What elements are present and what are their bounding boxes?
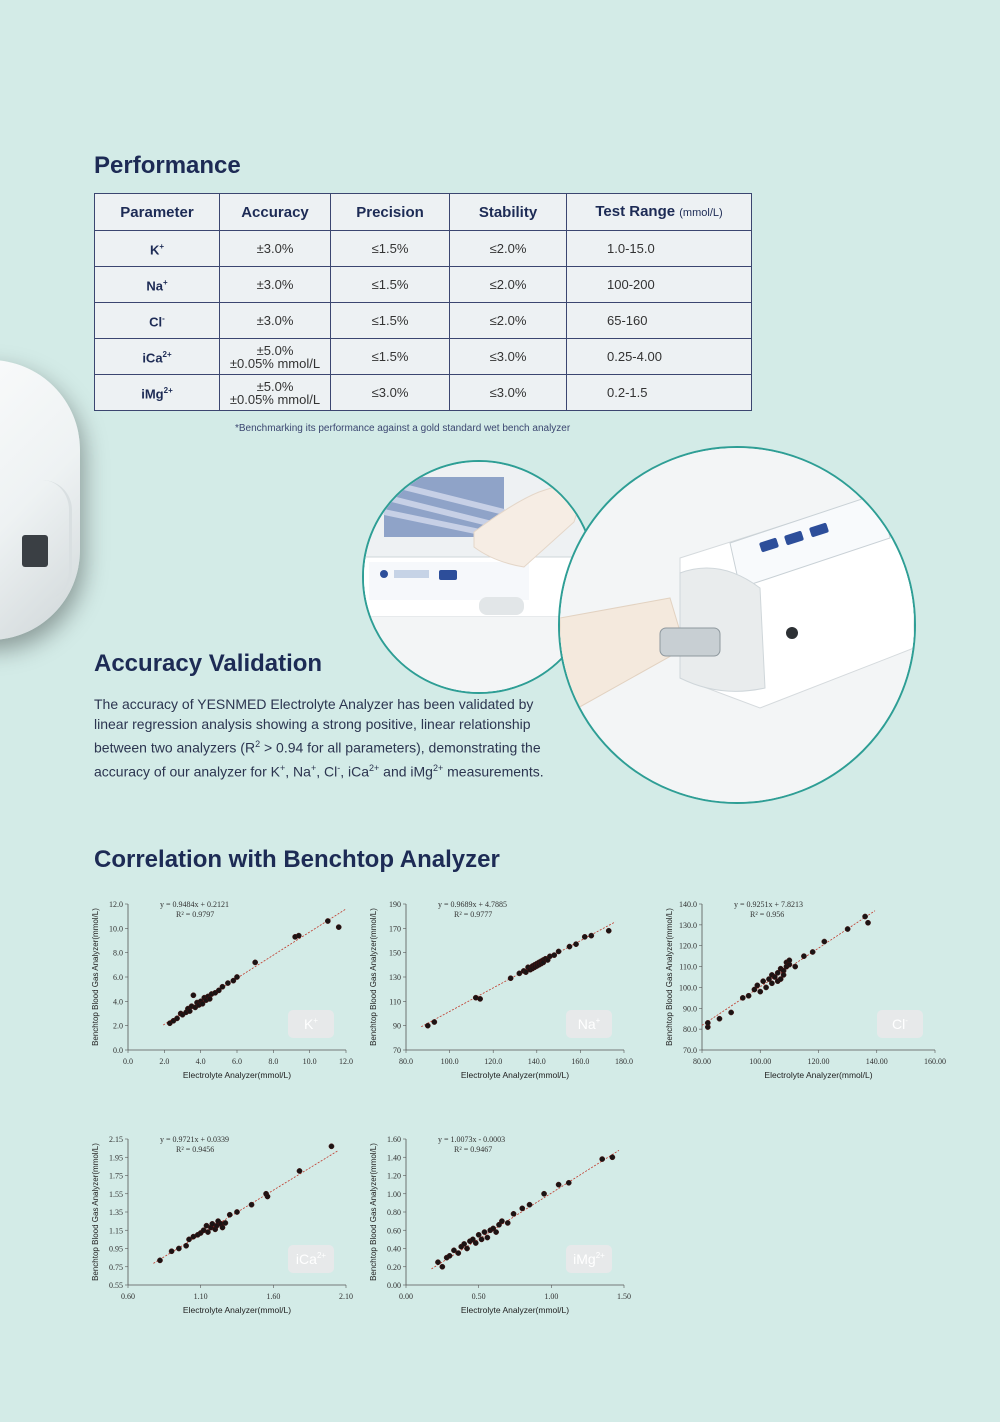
- param-cell: [95, 339, 220, 375]
- param-ion: +: [159, 242, 165, 252]
- correlation-heading: Correlation with Benchtop Analyzer: [94, 846, 500, 873]
- ion-charge: -: [905, 1016, 908, 1025]
- data-point: [234, 974, 239, 979]
- accuracy-value: ±5.0%: [256, 342, 294, 358]
- x-tick-label: 1.60: [266, 1292, 281, 1301]
- data-point: [527, 1202, 532, 1207]
- para-sup-6: 2+: [432, 762, 444, 773]
- param-ion: 2+: [162, 350, 172, 360]
- ion-name: Cl: [892, 1016, 906, 1032]
- y-tick-label: 100.0: [679, 983, 697, 993]
- data-point: [556, 949, 561, 954]
- data-point: [174, 1016, 179, 1021]
- ion-charge: +: [595, 1016, 601, 1025]
- performance-table: [94, 193, 752, 411]
- data-point: [508, 976, 513, 981]
- y-axis-label: Benchtop Blood Gas Analyzer(mmol/L): [91, 1143, 100, 1281]
- regression-equation: y = 0.9689x + 4.7885: [438, 900, 508, 909]
- y-tick-label: 0.20: [387, 1262, 401, 1272]
- y-tick-label: 1.75: [109, 1171, 123, 1181]
- param-cell: [95, 375, 220, 411]
- y-tick-label: 0.0: [113, 1046, 123, 1055]
- para-sup-5: 2+: [369, 762, 380, 773]
- data-point: [566, 1180, 571, 1185]
- table-row: [95, 231, 752, 267]
- stability-cell: ≤2.0%: [450, 267, 567, 303]
- x-tick-label: 12.0: [339, 1057, 353, 1066]
- data-point: [440, 1264, 445, 1269]
- y-tick-label: 2.15: [109, 1135, 123, 1144]
- stability-cell: ≤2.0%: [450, 303, 567, 339]
- x-tick-label: 140.0: [527, 1057, 546, 1066]
- data-point: [810, 949, 815, 954]
- y-tick-label: 2.0: [113, 1021, 123, 1031]
- data-point: [265, 1194, 270, 1199]
- data-point: [801, 954, 806, 959]
- y-tick-label: 70: [393, 1046, 401, 1055]
- data-point: [187, 1008, 192, 1013]
- y-tick-label: 0.40: [387, 1244, 401, 1254]
- data-point: [473, 1240, 478, 1245]
- analyzer-device-image: [0, 360, 80, 640]
- data-point: [336, 925, 341, 930]
- device-slot: [22, 535, 48, 567]
- data-point: [176, 1246, 181, 1251]
- param-name: Cl: [149, 314, 163, 330]
- performance-heading: Performance: [94, 152, 241, 179]
- table-header-row: [95, 194, 752, 231]
- data-point: [822, 939, 827, 944]
- x-tick-label: 120.00: [807, 1057, 830, 1066]
- accuracy-value: ±3.0%: [256, 241, 294, 256]
- x-tick-label: 140.00: [865, 1057, 888, 1066]
- y-tick-label: 110.0: [679, 962, 697, 972]
- x-tick-label: 80.00: [693, 1057, 711, 1066]
- data-point: [740, 995, 745, 1000]
- y-tick-label: 8.0: [113, 948, 123, 958]
- y-axis-label: Benchtop Blood Gas Analyzer(mmol/L): [369, 1143, 378, 1281]
- header-test-range-label: Test Range: [595, 202, 676, 220]
- r-squared: R² = 0.9777: [454, 910, 493, 919]
- accuracy-cell: [220, 303, 331, 339]
- y-tick-label: 12.0: [109, 900, 123, 909]
- header-accuracy: Accuracy: [220, 194, 331, 231]
- x-tick-label: 1.00: [544, 1292, 559, 1301]
- table-footnote: *Benchmarking its performance against a gold standard wet bench analyzer: [235, 423, 571, 434]
- data-point: [456, 1250, 461, 1255]
- accuracy-cell: [220, 339, 331, 375]
- para-sup-1: 2: [255, 739, 261, 749]
- x-tick-label: 2.0: [159, 1057, 170, 1066]
- y-tick-label: 10.0: [109, 924, 123, 934]
- data-point: [499, 1219, 504, 1224]
- stability-cell: ≤2.0%: [450, 231, 567, 267]
- ion-name: Na: [577, 1016, 596, 1032]
- data-point: [157, 1258, 162, 1263]
- data-point: [191, 993, 196, 998]
- y-tick-label: 0.60: [387, 1226, 401, 1236]
- y-tick-label: 120.0: [679, 941, 697, 951]
- data-point: [761, 979, 766, 984]
- y-tick-label: 90: [393, 1021, 401, 1031]
- header-parameter: Parameter: [95, 194, 220, 231]
- data-point: [462, 1241, 467, 1246]
- accuracy-value: ±5.0%: [256, 378, 294, 394]
- para-text-2: > 0.94 for all parameters), demonstrating the accuracy of our analyzer for K: [94, 739, 541, 780]
- data-point: [478, 996, 483, 1001]
- data-point: [476, 1232, 481, 1237]
- y-tick-label: 140.0: [679, 900, 697, 909]
- header-precision: Precision: [331, 194, 450, 231]
- data-point: [781, 972, 786, 977]
- data-point: [541, 1191, 546, 1196]
- x-tick-label: 0.00: [399, 1292, 413, 1301]
- table-row: [95, 267, 752, 303]
- data-point: [205, 1229, 210, 1234]
- range-cell: 1.0-15.0: [567, 231, 752, 267]
- accuracy-value: ±3.0%: [256, 313, 294, 328]
- data-point: [556, 1182, 561, 1187]
- chart-img: [366, 1125, 636, 1329]
- stability-cell: ≤3.0%: [450, 339, 567, 375]
- accuracy-cell: [220, 375, 331, 411]
- data-point: [184, 1243, 189, 1248]
- param-name: Na: [146, 278, 163, 294]
- y-tick-label: 130.0: [679, 920, 697, 930]
- y-tick-label: 1.60: [387, 1135, 401, 1144]
- range-cell: 100-200: [567, 267, 752, 303]
- precision-cell: ≤3.0%: [331, 375, 450, 411]
- table-row: [95, 339, 752, 375]
- x-tick-label: 180.0: [615, 1057, 633, 1066]
- regression-equation: y = 1.0073x - 0.0003: [438, 1135, 506, 1144]
- data-point: [169, 1249, 174, 1254]
- data-point: [435, 1260, 440, 1265]
- y-axis-label: Benchtop Blood Gas Analyzer(mmol/L): [91, 908, 100, 1046]
- para-text-4: , Cl: [316, 763, 338, 780]
- data-point: [505, 1220, 510, 1225]
- y-tick-label: 1.35: [109, 1208, 123, 1217]
- x-axis-label: Electrolyte Analyzer(mmol/L): [460, 1305, 570, 1315]
- y-axis-label: Benchtop Blood Gas Analyzer(mmol/L): [665, 908, 674, 1046]
- table-row: [95, 375, 752, 411]
- x-tick-label: 0.60: [121, 1292, 135, 1301]
- ion-charge: +: [313, 1016, 319, 1025]
- data-point: [589, 933, 594, 938]
- data-point: [225, 980, 230, 985]
- y-tick-label: 1.15: [109, 1226, 123, 1236]
- data-point: [755, 983, 760, 988]
- y-tick-label: 150: [389, 948, 401, 958]
- data-point: [464, 1246, 469, 1251]
- x-tick-label: 100.00: [749, 1057, 772, 1066]
- data-point: [758, 989, 763, 994]
- data-point: [223, 1220, 228, 1225]
- data-point: [845, 926, 850, 931]
- data-point: [227, 1212, 232, 1217]
- param-cell: [95, 267, 220, 303]
- data-point: [600, 1156, 605, 1161]
- stability-cell: ≤3.0%: [450, 375, 567, 411]
- y-tick-label: 1.00: [387, 1189, 401, 1199]
- data-point: [610, 1155, 615, 1160]
- data-point: [447, 1253, 452, 1258]
- para-text-5: , iCa: [340, 763, 369, 780]
- chart-cl: [662, 890, 947, 1094]
- ion-charge: 2+: [316, 1251, 327, 1260]
- r-squared: R² = 0.9797: [176, 910, 215, 919]
- precision-cell: ≤1.5%: [331, 303, 450, 339]
- data-point: [606, 928, 611, 933]
- data-point: [863, 914, 868, 919]
- data-point: [729, 1010, 734, 1015]
- param-cell: [95, 303, 220, 339]
- x-tick-label: 0.0: [123, 1057, 133, 1066]
- ion-name: iMg: [573, 1251, 596, 1267]
- x-tick-label: 160.00: [924, 1057, 946, 1066]
- y-tick-label: 0.00: [387, 1281, 401, 1290]
- data-point: [567, 944, 572, 949]
- param-name: iCa: [142, 350, 163, 366]
- data-point: [297, 1168, 302, 1173]
- param-cell: [95, 231, 220, 267]
- ion-name: iCa: [295, 1251, 317, 1267]
- data-point: [482, 1229, 487, 1234]
- data-point: [494, 1229, 499, 1234]
- chart-ica: [88, 1125, 358, 1329]
- data-point: [769, 981, 774, 986]
- precision-cell: ≤1.5%: [331, 267, 450, 303]
- data-point: [220, 984, 225, 989]
- accuracy-cell: [220, 267, 331, 303]
- para-text-6: and iMg: [379, 763, 433, 780]
- x-tick-label: 8.0: [268, 1057, 279, 1066]
- para-text-3: , Na: [285, 763, 311, 780]
- accuracy-cell: [220, 231, 331, 267]
- precision-cell: ≤1.5%: [331, 339, 450, 375]
- data-point: [220, 1225, 225, 1230]
- y-tick-label: 0.80: [387, 1208, 401, 1217]
- data-point: [573, 942, 578, 947]
- data-point: [249, 1202, 254, 1207]
- accuracy-extra: ±0.05% mmol/L: [229, 355, 321, 371]
- r-squared: R² = 0.9467: [454, 1145, 493, 1154]
- data-point: [582, 934, 587, 939]
- header-unit: (mmol/L): [679, 206, 723, 219]
- chart-k: [88, 890, 358, 1094]
- data-point: [717, 1016, 722, 1021]
- x-tick-label: 160.0: [571, 1057, 590, 1066]
- table-row: [95, 303, 752, 339]
- x-axis-label: Electrolyte Analyzer(mmol/L): [460, 1070, 570, 1080]
- data-point: [325, 918, 330, 923]
- x-axis-label: Electrolyte Analyzer(mmol/L): [182, 1070, 292, 1080]
- data-point: [865, 920, 870, 925]
- data-point: [329, 1144, 334, 1149]
- x-tick-label: 100.0: [440, 1057, 459, 1066]
- x-tick-label: 4.0: [195, 1057, 206, 1066]
- regression-equation: y = 0.9251x + 7.8213: [734, 900, 804, 909]
- data-point: [253, 960, 258, 965]
- data-point: [511, 1211, 516, 1216]
- data-point: [207, 996, 212, 1001]
- data-point: [425, 1023, 430, 1028]
- x-tick-label: 120.0: [484, 1057, 503, 1066]
- data-point: [787, 958, 792, 963]
- regression-equation: y = 0.9721x + 0.0339: [160, 1135, 230, 1144]
- para-sup-3: +: [310, 762, 317, 773]
- y-axis-label: Benchtop Blood Gas Analyzer(mmol/L): [369, 908, 378, 1046]
- range-cell: 0.25-4.00: [567, 339, 752, 375]
- y-tick-label: 1.40: [387, 1153, 401, 1163]
- y-tick-label: 1.55: [109, 1189, 123, 1199]
- precision-cell: ≤1.5%: [331, 231, 450, 267]
- range-cell: 65-160: [567, 303, 752, 339]
- header-test-range: [567, 194, 752, 231]
- param-name: iMg: [141, 386, 164, 402]
- y-tick-label: 0.75: [109, 1262, 123, 1272]
- para-text-1: The accuracy of YESNMED Electrolyte Analyzer has been validated by linear regression analysis showing a strong positive, linear relationship between two analyzers (R: [94, 696, 534, 756]
- y-tick-label: 0.55: [109, 1281, 123, 1290]
- y-tick-label: 70.0: [683, 1046, 697, 1055]
- x-tick-label: 80.0: [399, 1057, 413, 1066]
- r-squared: R² = 0.9456: [176, 1145, 215, 1154]
- ion-charge: 2+: [595, 1251, 605, 1260]
- y-tick-label: 110: [389, 997, 401, 1007]
- param-name: K: [149, 242, 160, 258]
- x-tick-label: 1.10: [193, 1292, 208, 1301]
- accuracy-paragraph: [94, 694, 554, 781]
- y-tick-label: 4.0: [113, 997, 123, 1007]
- data-point: [234, 1209, 239, 1214]
- ion-name: K: [303, 1016, 314, 1032]
- data-point: [793, 964, 798, 969]
- data-point: [763, 985, 768, 990]
- data-point: [520, 1206, 525, 1211]
- x-tick-label: 2.10: [339, 1292, 353, 1301]
- data-point: [432, 1019, 437, 1024]
- data-point: [552, 953, 557, 958]
- x-tick-label: 6.0: [232, 1057, 242, 1066]
- param-ion: 2+: [163, 386, 173, 396]
- y-tick-label: 1.95: [109, 1153, 123, 1163]
- x-tick-label: 10.0: [302, 1057, 317, 1066]
- x-axis-label: Electrolyte Analyzer(mmol/L): [182, 1305, 292, 1315]
- y-tick-label: 6.0: [113, 973, 123, 982]
- accuracy-value: ±3.0%: [256, 277, 294, 292]
- data-point: [485, 1235, 490, 1240]
- data-point: [705, 1020, 710, 1025]
- r-squared: R² = 0.956: [750, 910, 785, 919]
- para-sup-2: +: [279, 762, 286, 773]
- y-tick-label: 170: [389, 924, 401, 934]
- accuracy-heading: Accuracy Validation: [94, 650, 323, 677]
- regression-equation: y = 0.9484x + 0.2121: [160, 900, 230, 909]
- data-point: [746, 993, 751, 998]
- accuracy-extra: ±0.05% mmol/L: [229, 391, 321, 407]
- para-text-7: measurements.: [443, 763, 544, 780]
- cartridge-insertion-photo: [558, 446, 916, 804]
- x-tick-label: 1.50: [617, 1292, 631, 1301]
- param-ion: +: [162, 278, 168, 288]
- x-axis-label: Electrolyte Analyzer(mmol/L): [764, 1070, 873, 1080]
- x-tick-label: 0.50: [471, 1292, 486, 1301]
- y-tick-label: 90.0: [683, 1004, 697, 1014]
- y-tick-label: 1.20: [387, 1171, 401, 1181]
- data-point: [479, 1237, 484, 1242]
- header-stability: Stability: [450, 194, 567, 231]
- y-tick-label: 130: [389, 973, 401, 982]
- param-ion: -: [162, 314, 165, 324]
- y-tick-label: 80.0: [683, 1025, 697, 1035]
- chart-na: [366, 890, 636, 1094]
- para-sup-4: -: [337, 762, 341, 773]
- data-point: [296, 933, 301, 938]
- y-tick-label: 190: [389, 900, 401, 909]
- y-tick-label: 0.95: [109, 1244, 123, 1254]
- range-cell: 0.2-1.5: [567, 375, 752, 411]
